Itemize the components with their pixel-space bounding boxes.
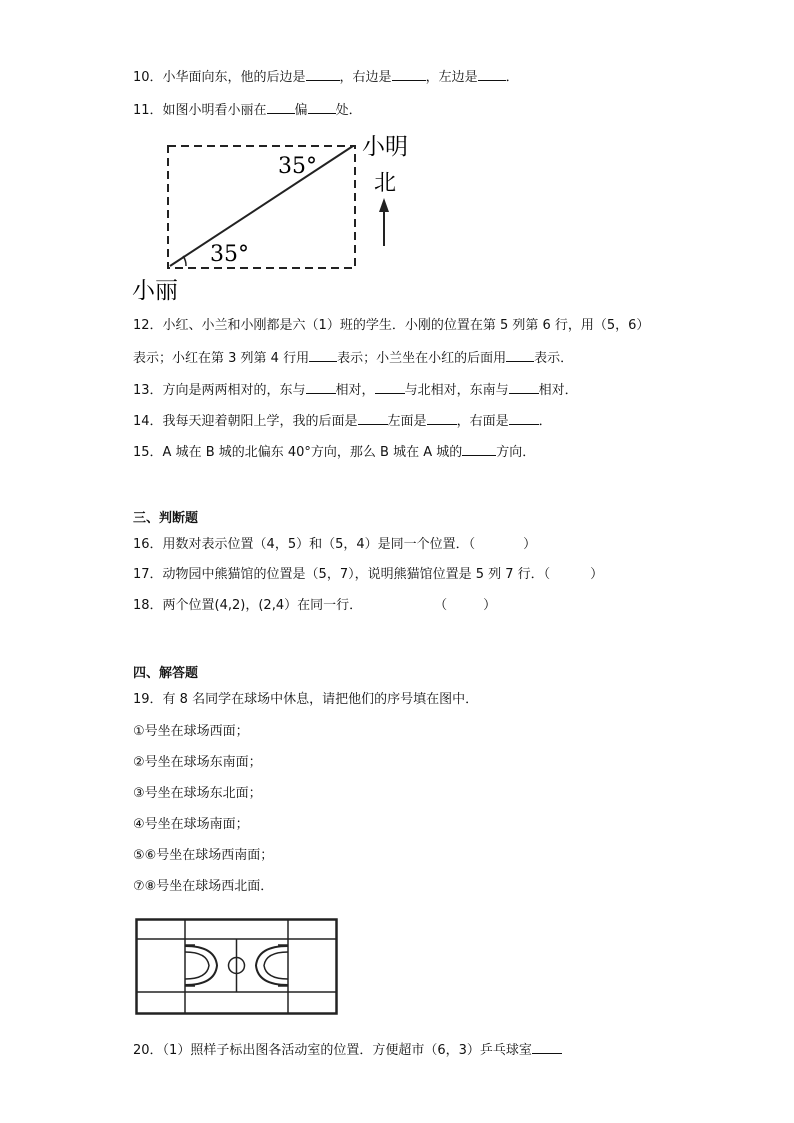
question-17 [133, 567, 603, 583]
answer-blank[interactable] [478, 68, 506, 81]
answer-blank[interactable] [309, 349, 337, 362]
answer-blank[interactable] [267, 101, 295, 114]
question-12-line2 [133, 349, 573, 367]
question-19-intro: 19．有 8 名同学在球场中休息，请把他们的序号填在图中． [133, 692, 479, 707]
label-xiaoming: 小明 [362, 134, 408, 160]
section-heading-answer: 四、解答题 [133, 666, 199, 681]
answer-blank[interactable] [308, 101, 336, 114]
q14-text-a: 14．我每天迎着朝阳上学，我的后面是 [133, 414, 358, 429]
answer-blank[interactable] [509, 381, 539, 394]
section-heading-judgment: 三、判断题 [133, 511, 199, 526]
answer-blank[interactable] [509, 412, 539, 425]
q12-text-c: 表示． [534, 351, 574, 366]
answer-blank[interactable] [462, 443, 496, 456]
answer-blank[interactable] [392, 68, 426, 81]
q10-text-c: ，左边是 [425, 70, 478, 85]
q19-item: ⑦⑧号坐在球场西北面． [133, 879, 274, 894]
q16-paren-close: ） [523, 537, 537, 552]
question-12-line1: 12．小红、小兰和小刚都是六（1）班的学生．小刚的位置在第 5 列第 6 行，用（5，6） [133, 318, 650, 333]
q13-text-b: 相对， [335, 383, 375, 398]
q16-text: 16．用数对表示位置（4，5）和（5，4）是同一个位置．（ [133, 537, 476, 552]
north-arrow-icon [379, 198, 389, 212]
q10-text-d: ． [505, 70, 519, 85]
question-20 [133, 1041, 562, 1059]
q11-text-a: 11．如图小明看小丽在 [133, 103, 267, 118]
label-north: 北 [374, 171, 397, 196]
q19-item: ③号坐在球场东北面； [133, 786, 262, 801]
q18-paren-close: ） [483, 598, 497, 613]
question-11 [133, 101, 362, 119]
q19-item: ④号坐在球场南面； [133, 817, 249, 832]
answer-blank[interactable] [306, 68, 340, 81]
answer-blank[interactable] [358, 412, 388, 425]
q20-text: 20．（1）照样子标出图各活动室的位置．方便超市（6，3）乒乓球室 [133, 1043, 532, 1058]
answer-blank[interactable] [506, 349, 534, 362]
q13-text-a: 13．方向是两两相对的，东与 [133, 383, 306, 398]
question-13 [133, 381, 578, 399]
q19-item: ⑤⑥号坐在球场西南面； [133, 848, 274, 863]
court-diagram[interactable] [135, 918, 339, 1016]
q10-text-a: 10．小华面向东，他的后边是 [133, 70, 306, 85]
q18-text: 18．两个位置(4,2)，(2,4）在同一行． [133, 598, 363, 613]
q12-text-a: 表示；小红在第 3 列第 4 行用 [133, 351, 310, 366]
q15-text-b: 方向． [496, 445, 536, 460]
answer-blank[interactable] [375, 381, 405, 394]
q18-paren-open: （ [434, 598, 448, 613]
q13-text-d: 相对． [538, 383, 578, 398]
q13-text-c: 与北相对，东南与 [404, 383, 509, 398]
answer-blank[interactable] [427, 412, 457, 425]
q11-text-c: 处． [335, 103, 362, 118]
answer-blank[interactable] [306, 381, 336, 394]
question-15 [133, 443, 535, 461]
q15-text-a: 15．A 城在 B 城的北偏东 40°方向，那么 B 城在 A 城的 [133, 445, 463, 460]
question-10 [133, 68, 519, 86]
answer-blank[interactable] [532, 1041, 562, 1054]
q17-text: 17．动物园中熊猫馆的位置是（5，7），说明熊猫馆位置是 5 列 7 行．（ [133, 567, 551, 582]
angle-label-top: 35° [278, 154, 317, 179]
q10-text-b: ，右边是 [339, 70, 392, 85]
question-16 [133, 537, 536, 553]
q17-paren-close: ） [590, 567, 604, 582]
direction-figure [128, 128, 428, 306]
sight-line [170, 146, 353, 266]
q11-text-b: 偏 [294, 103, 308, 118]
label-xiaoli: 小丽 [132, 278, 178, 304]
q19-item: ②号坐在球场东南面； [133, 755, 262, 770]
q14-text-c: ，右面是 [456, 414, 509, 429]
angle-arc-bottom [183, 256, 186, 266]
question-14 [133, 412, 552, 430]
q14-text-d: ． [538, 414, 552, 429]
angle-label-bottom: 35° [210, 242, 249, 267]
q12-text-b: 表示；小兰坐在小红的后面用 [337, 351, 507, 366]
q14-text-b: 左面是 [387, 414, 427, 429]
question-18 [133, 598, 496, 614]
q19-item: ①号坐在球场西面； [133, 724, 249, 739]
